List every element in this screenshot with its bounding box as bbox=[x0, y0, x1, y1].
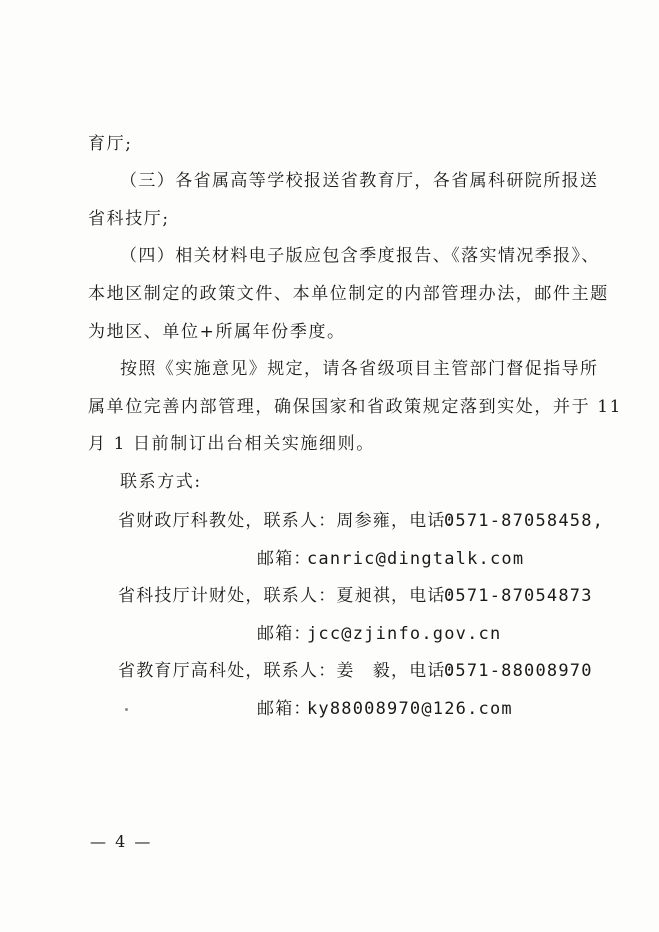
contact-email: ky88008970@126.com bbox=[307, 699, 513, 719]
contact-dept: 省财政厅科教处，联系人：周参雍，电话： bbox=[118, 511, 464, 531]
contact-phone: 0571-87058458, bbox=[444, 511, 605, 531]
contact-email: jcc@zjinfo.gov.cn bbox=[307, 624, 502, 644]
paragraph-line: 属单位完善内部管理，确保国家和省政策规定落到实处，并于 11 bbox=[88, 397, 623, 417]
contact-email-label: 邮箱： bbox=[257, 699, 312, 719]
contact-email-label: 邮箱： bbox=[257, 549, 312, 569]
contact-phone: 0571-88008970 bbox=[444, 661, 593, 681]
contact-dept: 省教育厅高科处，联系人：姜 毅，电话： bbox=[118, 661, 464, 681]
contact-email-label: 邮箱： bbox=[257, 624, 312, 644]
page-number: — 4 — bbox=[90, 832, 153, 851]
paragraph-line: 育厅; bbox=[88, 134, 133, 154]
contact-dept: 省科技厅计财处，联系人：夏昶祺，电话： bbox=[118, 586, 464, 606]
paragraph-line: （三）各省属高等学校报送省教育厅，各省属科研院所报送 bbox=[120, 171, 599, 191]
paragraph-line: 本地区制定的政策文件、本单位制定的内部管理办法，邮件主题 bbox=[88, 284, 609, 304]
scan-speck bbox=[125, 708, 128, 711]
paragraph-line: 为地区、单位+所属年份季度。 bbox=[88, 322, 346, 342]
contact-phone: 0571-87054873 bbox=[444, 586, 593, 606]
paragraph-line: 月 1 日前制订出台相关实施细则。 bbox=[88, 434, 375, 454]
paragraph-line: （四）相关材料电子版应包含季度报告、《落实情况季报》、 bbox=[120, 246, 600, 266]
contact-heading: 联系方式: bbox=[120, 472, 202, 492]
paragraph-line: 省科技厅; bbox=[88, 209, 170, 229]
paragraph-line: 按照《实施意见》规定，请各省级项目主管部门督促指导所 bbox=[120, 359, 599, 379]
contact-email: canric@dingtalk.com bbox=[307, 549, 525, 569]
